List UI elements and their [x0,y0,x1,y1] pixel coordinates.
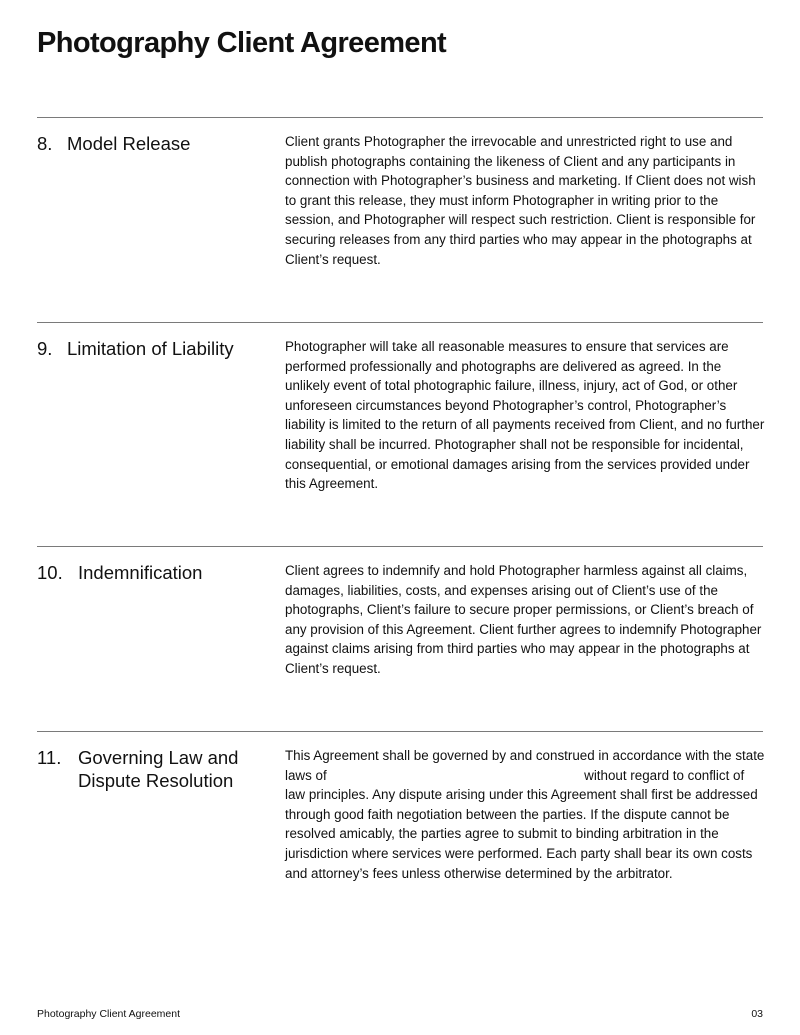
page-number: 03 [751,1008,763,1020]
section-governing-law [37,731,765,881]
body-text-before-blank: This Agreement shall be governed by and construed in accordance with the state laws of [285,748,765,783]
section-number: 8. [37,133,53,154]
body-text-after-blank: without regard to conflict of law principles. Any dispute arising under this Agreement shall first be addressed through good faith negotiation between the parties. If the dispute cannot be resolved amicably, the parties agree to submit to binding arbitration in the jurisdiction where services were performed. Each party shall bear its own costs and attorney’s fees unless otherwise determined by the arbitrator. [285,767,758,881]
section-number: 11. [37,747,62,768]
section-limitation-of-liability [37,322,765,492]
section-title: Limitation of Liability [67,338,234,359]
state-fill-in-blank[interactable] [330,768,580,780]
document-title: Photography Client Agreement [37,27,447,59]
section-heading [37,132,267,155]
section-heading [37,337,267,360]
section-number: 9. [37,338,53,359]
section-body: Client grants Photographer the irrevocable and unrestricted right to use and publish photographs containing the likeness of Client and any participants in connection with Photographer’s business and marketing. If Client does not wish to grant this release, they must inform Photographer in writing prior to the session, and Photographer will respect such restriction. Client is responsible for securing releases from any third parties who may appear in the photographs at Client’s request. [285,134,756,267]
section-indemnification [37,546,763,676]
section-heading [37,561,267,584]
section-number: 10. [37,562,63,583]
footer-label: Photography Client Agreement [37,1008,181,1020]
section-title: Indemnification [78,562,203,583]
section-body [285,746,767,883]
section-title: Governing Law and Dispute Resolution [78,747,239,791]
section-model-release [37,117,763,267]
section-body: Client agrees to indemnify and hold Photographer harmless against all claims, damages, liabilities, costs, and expenses arising out of Client’s use of the photographs, Client’s failure to secure proper permissions, or Client’s breach of any provision of this Agreement. Client further agrees to indemnify Photographer against claims arising from third parties who may appear in the photographs at Client’s request. [285,563,762,676]
section-title: Model Release [67,133,191,154]
section-heading [37,746,267,792]
section-body: Photographer will take all reasonable measures to ensure that services are performed professionally and photographs are delivered as agreed. In the unlikely event of total photographic failure, illness, injury, act of God, or other unforeseen circumstances beyond Photographer’s control, Photographer’s liability is limited to the return of all payments received from Client, and no further liability shall be incurred. Photographer shall not be responsible for incidental, consequential, or emotional damages arising from the services provided under this Agreement. [285,339,765,492]
